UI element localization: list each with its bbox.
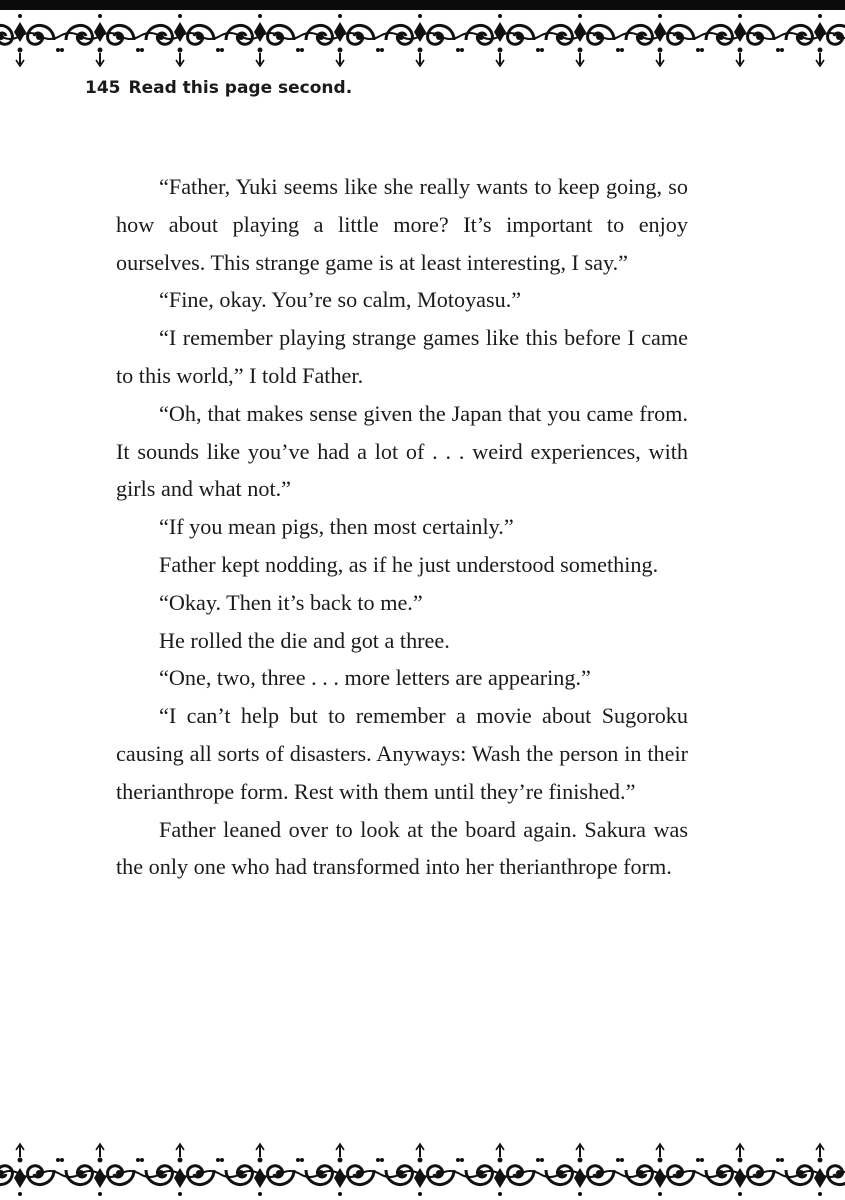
top-border-bar: [0, 0, 845, 10]
top-ornamental-border: [0, 10, 845, 72]
paragraph: “If you mean pigs, then most certainly.”: [159, 514, 514, 540]
paragraph: He rolled the die and got a three.: [159, 627, 450, 653]
page-number: 145: [85, 78, 121, 98]
paragraph: “Fine, okay. You’re so calm, Motoyasu.”: [159, 287, 522, 313]
scroll-ornament-graphic: [0, 1138, 845, 1200]
paragraph: “I can’t help but to remember a movie about Sugoroku causing all sorts of disasters. Anyways: Wash the person in their therianthrope form. Rest with them until they’re finished.”: [116, 703, 688, 804]
page-header: [85, 78, 352, 98]
bottom-ornamental-border: [0, 1138, 845, 1200]
paragraph: Father leaned over to look at the board again. Sakura was the only one who had transformed into her therianthrope form.: [116, 816, 688, 880]
reading-order-note: Read this page second.: [128, 78, 353, 98]
scroll-ornament-graphic: [0, 10, 845, 72]
paragraph: “Okay. Then it’s back to me.”: [159, 589, 423, 615]
body-text: [116, 168, 688, 886]
paragraph: Father kept nodding, as if he just understood something.: [159, 551, 659, 577]
paragraph: “Oh, that makes sense given the Japan that you came from. It sounds like you’ve had a lot of . . . weird experiences, with girls and what not.”: [116, 400, 688, 502]
paragraph: “One, two, three . . . more letters are appearing.”: [159, 665, 591, 691]
paragraph: “Father, Yuki seems like she really wants to keep going, so how about playing a little more? It’s important to enjoy ourselves. This strange game is at least interesting, I say.”: [116, 174, 688, 275]
paragraph: “I remember playing strange games like this before I came to this world,” I told Father.: [116, 325, 688, 388]
